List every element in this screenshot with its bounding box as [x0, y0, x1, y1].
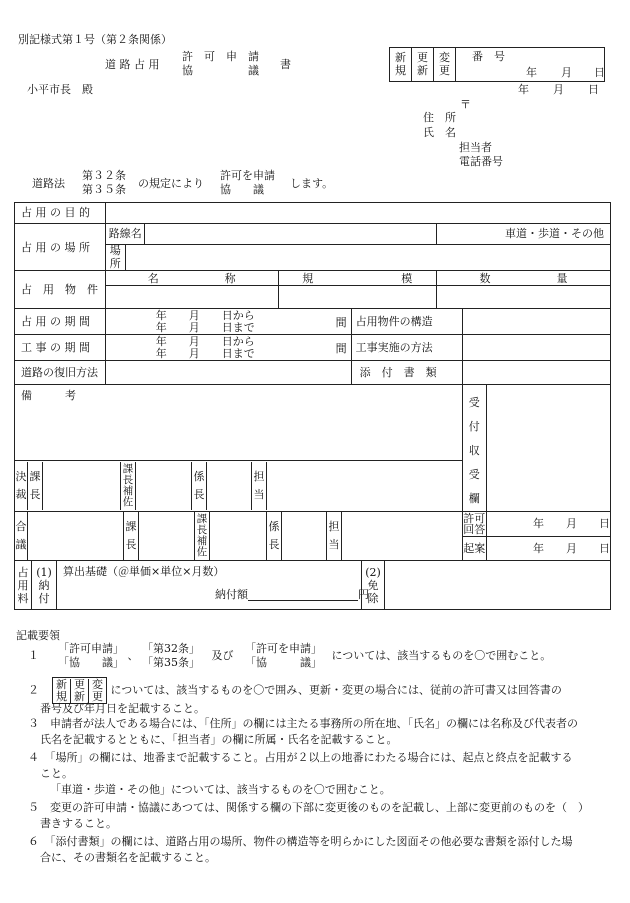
contact-person-label: 担当者: [459, 141, 492, 154]
decision-row: 決 裁 課 長 課 長 補 佐 係 長 担 当: [15, 462, 462, 510]
note-1: １ 「許可申請」 「協 議」 、 「第32条」 「第35条」 及び 「許可を申請」 「協 議」 については、該当するものを〇で囲むこと。: [28, 642, 552, 669]
box-renew[interactable]: 更 新: [412, 48, 434, 82]
purpose-field[interactable]: [105, 203, 610, 224]
name-label: 氏 名: [423, 126, 456, 139]
route-name-label: 路線名: [105, 224, 144, 245]
structure-label: 占用物件の構造: [351, 309, 462, 335]
note-2-cont: 番号及び年月日を記載すること。: [40, 702, 205, 715]
calc-basis-label: 算出基礎（＠単価×単位×月数）: [63, 565, 225, 579]
col-qty-header: 数 量: [437, 271, 611, 286]
payment-amount-line: 納付額 円: [215, 588, 369, 602]
method-label: 工事実施の方法: [351, 335, 462, 361]
application-table: [14, 202, 611, 610]
permit-reply-label: 許可 回答: [463, 512, 486, 537]
note-6: ６ 「添付書類」の欄には、道路占用の場所、物件の構造等を明らかにした図面その他必要な書類を添付した場: [28, 835, 573, 848]
note-6-cont: 合に、その書類名を記載すること。: [40, 851, 216, 864]
title-kyoka: 許 可 申 請: [182, 50, 259, 63]
note-2: ２ 新 規 更 新 変 更 については、該当するものを〇で囲み、更新・変更の場合には、従前の許可書又は回答書の: [28, 678, 562, 703]
postal-mark: 〒: [460, 98, 471, 111]
consult-tanto-stamp[interactable]: [342, 512, 462, 560]
attachments-label: 添 付 書 類: [351, 361, 462, 385]
consult-kakari-stamp[interactable]: [282, 512, 327, 560]
status-boxes: [389, 47, 605, 82]
attachments-field[interactable]: [462, 361, 610, 385]
occupancy-period-field[interactable]: 年 月 日から 年 月 日まで 間: [105, 309, 351, 335]
restore-label: 道路の復旧方法: [15, 361, 106, 385]
object-qty-field[interactable]: [437, 286, 611, 309]
exempt-field[interactable]: [385, 561, 611, 609]
kacho-hosa-stamp[interactable]: [136, 462, 192, 510]
road-type-options[interactable]: 車道・歩道・その他: [437, 224, 611, 245]
occupancy-period-label: 占 用 の 期 間: [15, 309, 106, 335]
location-field[interactable]: [125, 245, 610, 271]
note-5: ５ 変更の許可申請・協議にあつては、関係する欄の下部に変更後のものを記載し、上部に変更前のものを（ ）: [28, 801, 589, 814]
note-3-cont: 氏名を記載するとともに、「担当者」の欄に所属・氏名を記載すること。: [40, 733, 398, 746]
object-spec-field[interactable]: [278, 286, 436, 309]
remarks-field[interactable]: [15, 385, 463, 461]
addressee: 小平市長 殿: [27, 83, 93, 96]
note-4: ４ 「場所」の欄には、地番まで記載すること。占用が２以上の地番にわたる場合には、起点と終点を記載する: [28, 751, 573, 764]
kakari-cho-stamp[interactable]: [207, 462, 252, 510]
structure-field[interactable]: [462, 309, 610, 335]
restore-field[interactable]: [105, 361, 351, 385]
note-5-cont: 書きすること。: [40, 817, 117, 830]
place-label: 占 用 の 場 所: [15, 224, 106, 271]
reception-label: 受 付 収 受 欄: [462, 385, 486, 512]
title-suffix: 書: [280, 58, 291, 71]
title-prefix: 道 路 占 用: [105, 58, 160, 71]
purpose-label: 占 用 の 目 的: [15, 203, 106, 224]
col-name-header: 名 称: [105, 271, 278, 286]
law-articles: 第３２条 第３５条: [82, 169, 126, 196]
application-date[interactable]: 年 月 日: [518, 83, 599, 96]
law-options: 許可を申請 協 議: [220, 169, 275, 196]
title-options: [182, 50, 259, 78]
consult-row: 合 議 課 長 課 長 補 佐 係 長 担 当: [15, 512, 462, 560]
title-kyogi: 協 議: [182, 64, 259, 77]
draft-date[interactable]: 年 月 日: [486, 536, 610, 561]
location-label: 場 所: [109, 244, 121, 270]
law-prefix: 道路法: [32, 177, 65, 190]
note-3: ３ 申請者が法人である場合には、「住所」の欄には主たる事務所の所在地、「氏名」の欄には名称及び代表者の: [28, 717, 578, 730]
box-change[interactable]: 変 更: [434, 48, 456, 82]
consult-stamp[interactable]: [28, 512, 124, 560]
notes-heading: 記載要領: [16, 629, 60, 642]
draft-label: 起案: [462, 536, 486, 561]
object-name-field[interactable]: [105, 286, 278, 309]
col-spec-header: 規 模: [278, 271, 436, 286]
route-name-field[interactable]: [145, 224, 437, 245]
object-label: 占 用 物 件: [15, 271, 106, 309]
consult-kacho-stamp[interactable]: [139, 512, 195, 560]
form-number: 別記様式第１号（第２条関係）: [18, 33, 172, 46]
consult-hosa-stamp[interactable]: [210, 512, 267, 560]
fee-row: 占 用 料 (1) 納 付 算出基礎（＠単価×単位×月数） 納付額 円 (2) 免 除: [15, 561, 610, 609]
kacho-stamp[interactable]: [43, 462, 121, 510]
box-new[interactable]: 新 規: [390, 48, 412, 82]
construction-period-label: 工 事 の 期 間: [15, 335, 106, 361]
address-label: 住 所: [423, 111, 456, 124]
phone-label: 電話番号: [459, 155, 503, 168]
law-suffix: します。: [290, 177, 334, 190]
note-4-cont: こと。: [40, 767, 73, 780]
payment-field[interactable]: [57, 561, 369, 609]
number-label: 番 号: [472, 50, 505, 63]
construction-period-field[interactable]: 年 月 日から 年 月 日まで 間: [105, 335, 351, 361]
remarks-label: 備 考: [21, 389, 76, 403]
tanto-stamp[interactable]: [267, 462, 462, 510]
number-cell[interactable]: 番 号 年 月 日: [456, 48, 605, 82]
note-4-extra: 「車道・歩道・その他」については、該当するものを〇で囲むこと。: [50, 783, 391, 796]
permit-reply-date[interactable]: 年 月 日: [486, 512, 610, 537]
law-middle: の規定により: [138, 177, 204, 190]
reception-field[interactable]: [486, 385, 610, 512]
method-field[interactable]: [462, 335, 610, 361]
